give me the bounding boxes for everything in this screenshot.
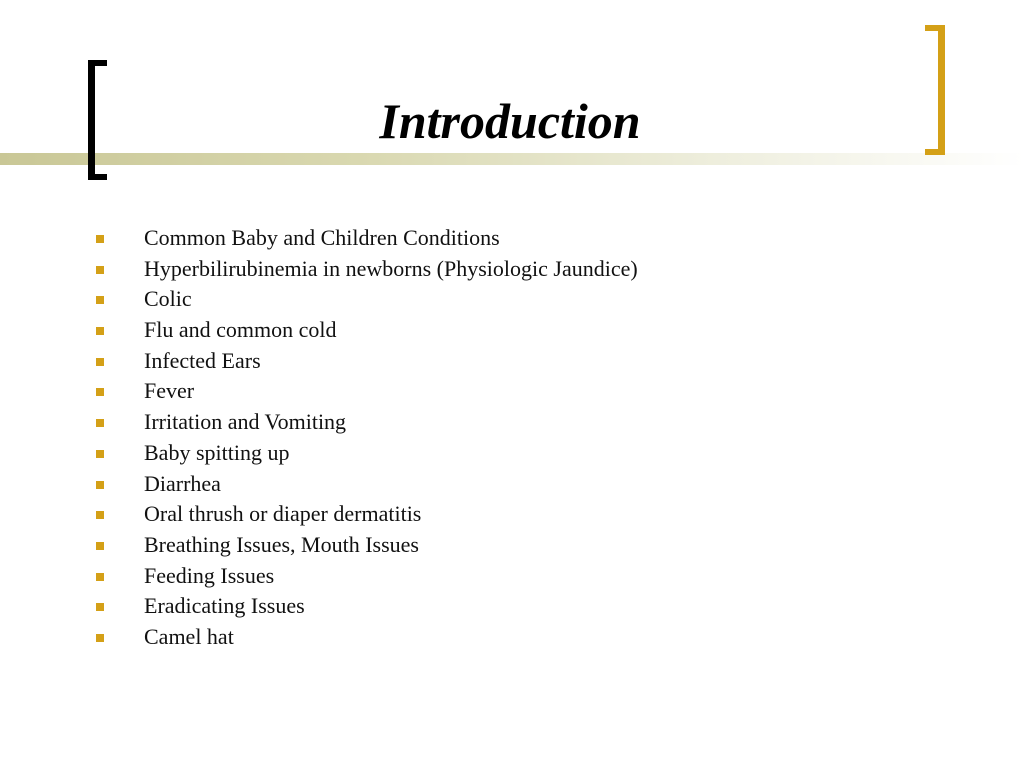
square-bullet-icon [96, 634, 104, 642]
bullet-text: Hyperbilirubinemia in newborns (Physiologic Jaundice) [144, 255, 638, 281]
list-item [0, 223, 1000, 254]
bullet-text: Camel hat [144, 623, 234, 649]
square-bullet-icon [96, 266, 104, 274]
square-bullet-icon [96, 388, 104, 396]
square-bullet-icon [96, 573, 104, 581]
square-bullet-icon [96, 327, 104, 335]
square-bullet-icon [96, 235, 104, 243]
bullet-text: Infected Ears [144, 347, 261, 373]
bullet-text: Baby spitting up [144, 439, 290, 465]
bullet-list [0, 223, 1000, 653]
bullet-text: Eradicating Issues [144, 593, 305, 619]
list-item [0, 561, 1000, 592]
bullet-text: Irritation and Vomiting [144, 409, 347, 435]
square-bullet-icon [96, 296, 104, 304]
square-bullet-icon [96, 603, 104, 611]
list-item [0, 376, 1000, 407]
list-item [0, 530, 1000, 561]
bullet-text: Flu and common cold [144, 317, 337, 343]
square-bullet-icon [96, 511, 104, 519]
list-item [0, 254, 1000, 285]
list-item [0, 407, 1000, 438]
list-item [0, 284, 1000, 315]
square-bullet-icon [96, 481, 104, 489]
square-bullet-icon [96, 450, 104, 458]
slide-title: Introduction [379, 93, 641, 149]
list-item [0, 622, 1000, 653]
bullet-text: Common Baby and Children Conditions [144, 225, 500, 250]
bullet-text: Diarrhea [144, 470, 221, 496]
bullet-text: Feeding Issues [144, 562, 275, 588]
square-bullet-icon [96, 419, 104, 427]
bullet-text: Oral thrush or diaper dermatitis [144, 501, 422, 527]
title-divider [0, 153, 1024, 165]
list-item [0, 438, 1000, 469]
bullet-text: Colic [144, 286, 192, 312]
list-item [0, 315, 1000, 346]
list-item [0, 469, 1000, 500]
bullet-text: Fever [144, 378, 195, 404]
list-item [0, 499, 1000, 530]
square-bullet-icon [96, 542, 104, 550]
list-item [0, 591, 1000, 622]
bullet-text: Breathing Issues, Mouth Issues [144, 531, 419, 557]
square-bullet-icon [96, 358, 104, 366]
list-item [0, 346, 1000, 377]
